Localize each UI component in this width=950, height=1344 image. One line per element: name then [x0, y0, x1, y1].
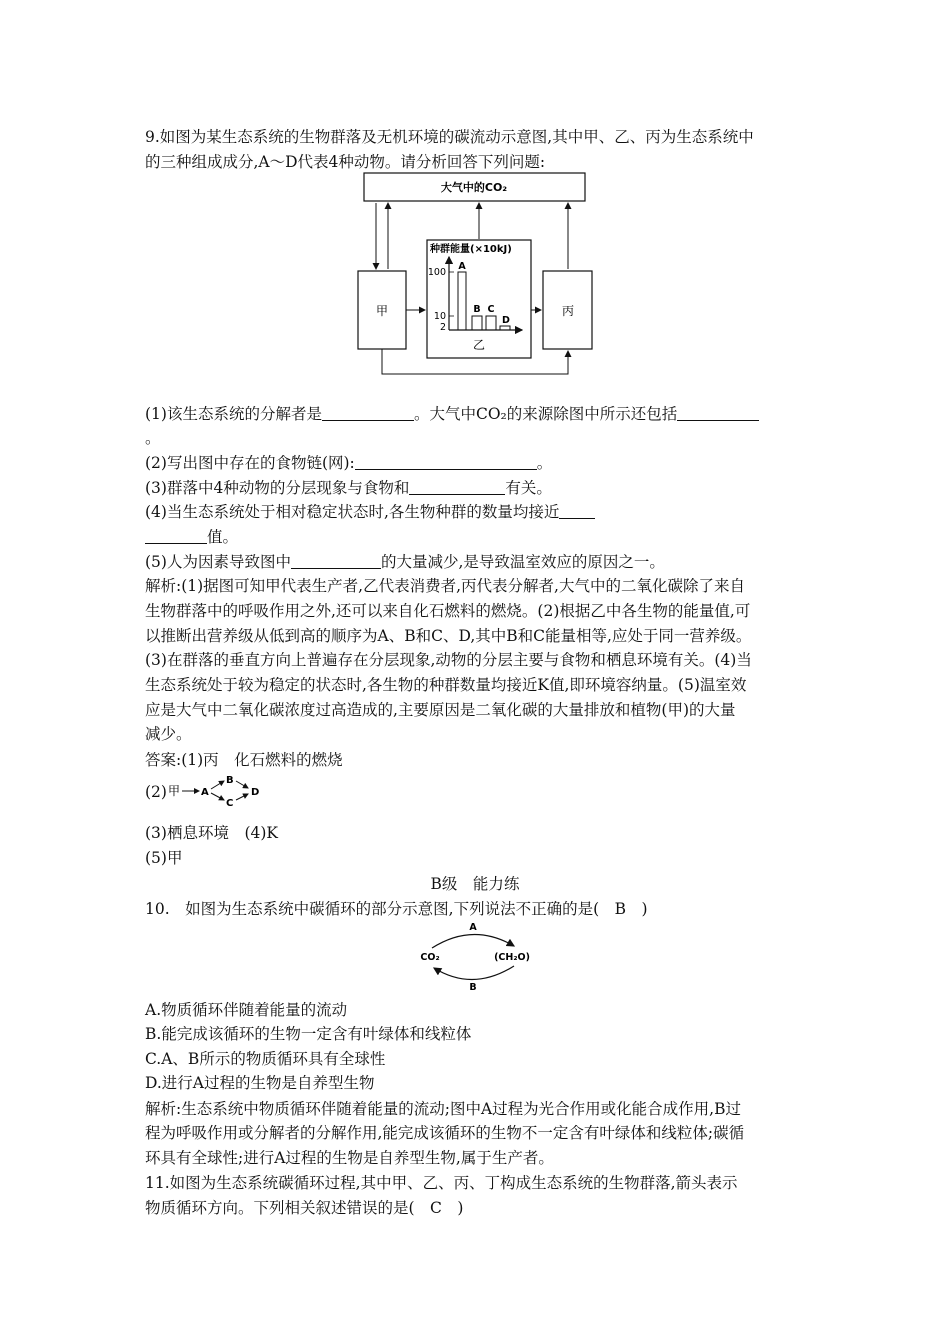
q9-analysis-5: 生态系统处于较为稳定的状态时,各生物的种群数量均接近K值,即环境容纳量。(5)温室效 — [145, 676, 747, 694]
bar-label-a: A — [458, 261, 466, 272]
q9-sub2: (2)写出图中存在的食物链(网): 。 — [145, 454, 553, 472]
chain-d: D — [251, 787, 260, 798]
bar-b — [472, 316, 482, 330]
section-heading: B级 能力练 — [430, 875, 520, 893]
blank-habitat[interactable] — [409, 478, 505, 495]
carbon-flow-diagram — [350, 168, 600, 383]
blank-producer[interactable] — [291, 552, 381, 569]
bar-c — [486, 316, 496, 330]
cycle-label-b: B — [469, 982, 477, 992]
cycle-co2: CO₂ — [420, 952, 440, 963]
arrow-producer-to-decomposer — [382, 349, 568, 374]
q9-analysis-1: 解析:(1)据图可知甲代表生产者,乙代表消费者,丙代表分解者,大气中的二氧化碳除了来自 — [145, 577, 745, 595]
atmosphere-label: 大气中的CO₂ — [440, 181, 508, 194]
blank-k-value-part2[interactable] — [145, 527, 207, 544]
q9-answer-5: (5)甲 — [145, 849, 183, 867]
q9-analysis-2: 生物群落中的呼吸作用之外,还可以来自化石燃料的燃烧。(2)根据乙中各生物的能量值,可 — [145, 602, 751, 620]
q9-analysis-3: 以推断出营养级从低到高的顺序为A、B和C、D,其中B和C能量相等,应处于同一营养级。 — [145, 627, 752, 645]
carbon-cycle-diagram — [412, 920, 542, 992]
q11-stem-line1: 11.如图为生态系统碳循环过程,其中甲、乙、丙、丁构成生态系统的生物群落,箭头表示 — [145, 1174, 738, 1192]
arrow-process-b — [434, 966, 514, 980]
bar-label-c: C — [487, 304, 495, 315]
q9-sub1-end: 。 — [145, 429, 161, 447]
producer-label: 甲 — [375, 304, 389, 318]
q9-sub3: (3)群落中4种动物的分层现象与食物和 有关。 — [145, 479, 552, 497]
q10-analysis-3: 环具有全球性;进行A过程的生物是自养型生物,属于生产者。 — [145, 1149, 554, 1167]
tick-100: 100 — [427, 267, 446, 278]
q10-analysis-1: 解析:生态系统中物质循环伴随着能量的流动;图中A过程为光合作用或化能合成作用,B过 — [145, 1100, 741, 1118]
consumer-label: 乙 — [472, 338, 486, 352]
q9-sub4: (4)当生态系统处于相对稳定状态时,各生物种群的数量均接近 — [145, 500, 595, 524]
chain-c: C — [226, 798, 234, 809]
bar-a — [458, 272, 466, 330]
q9-answer-2-prefix: (2) — [145, 783, 167, 801]
cycle-ch2o: (CH₂O) — [494, 952, 530, 963]
q9-sub5: (5)人为因素导致图中 的大量减少,是导致温室效应的原因之一。 — [145, 553, 665, 571]
food-web-answer — [166, 769, 276, 809]
q10-stem: 10. 如图为生态系统中碳循环的部分示意图,下列说法不正确的是( B ) — [145, 900, 648, 918]
q9-answer-1: 答案:(1)丙 化石燃料的燃烧 — [145, 751, 343, 769]
q9-sub1: (1)该生态系统的分解者是 。大气中CO₂的来源除图中所示还包括 — [145, 402, 759, 426]
decomposer-label: 丙 — [561, 304, 575, 318]
q10-option-d: D.进行A过程的生物是自养型生物 — [145, 1074, 375, 1092]
q10-option-c: C.A、B所示的物质循环具有全球性 — [145, 1050, 386, 1068]
chain-b: B — [226, 775, 234, 786]
tick-10: 10 — [433, 311, 446, 322]
blank-decomposer[interactable] — [322, 404, 414, 421]
q10-option-b: B.能完成该循环的生物一定含有叶绿体和线粒体 — [145, 1025, 472, 1043]
chain-start: 甲 — [168, 784, 181, 798]
q9-stem-line2: 的三种组成成分,A～D代表4种动物。请分析回答下列问题: — [145, 153, 546, 171]
q9-stem-line1: 9.如图为某生态系统的生物群落及无机环境的碳流动示意图,其中甲、乙、丙为生态系统中 — [145, 128, 754, 146]
q9-analysis-4: (3)在群落的垂直方向上普遍存在分层现象,动物的分层主要与食物和栖息环境有关。(4)当 — [145, 651, 752, 669]
arrow-process-a — [432, 934, 514, 948]
bar-label-b: B — [473, 304, 481, 315]
q10-analysis-2: 程为呼吸作用或分解者的分解作用,能完成该循环的生物不一定含有叶绿体和线粒体;碳循 — [145, 1124, 745, 1142]
q9-analysis-7: 减少。 — [145, 725, 192, 743]
q9-answer-3: (3)栖息环境 (4)K — [145, 824, 278, 842]
blank-food-web[interactable] — [355, 453, 537, 470]
bar-label-d: D — [502, 315, 510, 326]
chart-title: 种群能量(×10kJ) — [430, 244, 512, 255]
tick-2: 2 — [439, 322, 446, 333]
q9-analysis-6: 应是大气中二氧化碳浓度过高造成的,主要原因是二氧化碳的大量排放和植物(甲)的大量 — [145, 701, 736, 719]
blank-k-value-part1[interactable] — [559, 502, 595, 519]
q10-option-a: A.物质循环伴随着能量的流动 — [145, 1001, 348, 1019]
q9-sub4-cont: 值。 — [145, 525, 238, 549]
q11-stem-line2: 物质循环方向。下列相关叙述错误的是( C ) — [145, 1199, 464, 1217]
chain-a: A — [201, 787, 209, 798]
cycle-label-a: A — [469, 922, 477, 933]
blank-co2-source[interactable] — [677, 404, 759, 421]
